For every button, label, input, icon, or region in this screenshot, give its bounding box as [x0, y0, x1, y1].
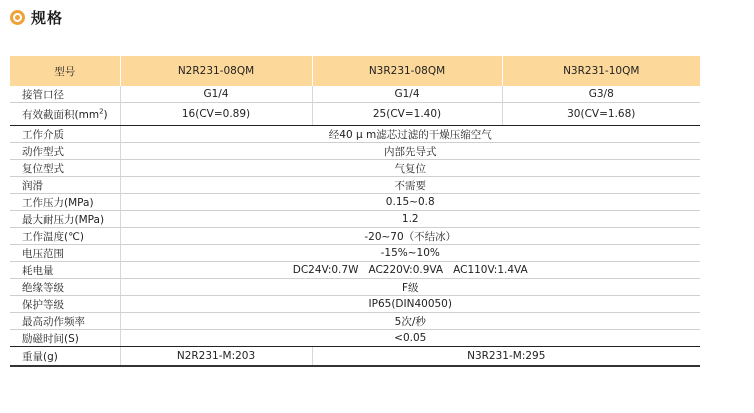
circle-bullet-icon	[10, 10, 25, 25]
cell-value: G1/4	[312, 86, 502, 103]
cell-value: G1/4	[120, 86, 312, 103]
cell-value: N3R231-M:295	[312, 347, 700, 367]
cell-value: <0.05	[120, 330, 700, 347]
section-header	[10, 4, 63, 30]
cell-value: F级	[120, 279, 700, 296]
table-row	[10, 126, 700, 143]
row-label: 有效截面积$(mm^2)$	[10, 103, 120, 126]
table-row	[10, 160, 700, 177]
cell-value: -15%~10%	[120, 245, 700, 262]
row-label: 动作型式	[10, 143, 120, 160]
row-label: 工作温度(℃)	[10, 228, 120, 245]
header-model-label: 型号	[10, 56, 120, 86]
row-label: 绝缘等级	[10, 279, 120, 296]
row-label: 最高动作频率	[10, 313, 120, 330]
cell-value: 16(CV=0.89)	[120, 103, 312, 126]
spec-table	[10, 56, 700, 367]
header-model-n3r231-10qm: N3R231-10QM	[502, 56, 700, 86]
row-label: 保护等级	[10, 296, 120, 313]
cell-value: 不需要	[120, 177, 700, 194]
header-model-n2r231-08qm: N2R231-08QM	[120, 56, 312, 86]
row-label: 复位型式	[10, 160, 120, 177]
table-row	[10, 279, 700, 296]
table-header-row	[10, 56, 700, 86]
row-label: 接管口径	[10, 86, 120, 103]
row-label: 最大耐压力(MPa)	[10, 211, 120, 228]
table-row	[10, 211, 700, 228]
row-label: 励磁时间(S)	[10, 330, 120, 347]
table-row-weight	[10, 347, 700, 367]
section-title: 规格	[31, 8, 64, 27]
row-label: 润滑	[10, 177, 120, 194]
table-row	[10, 143, 700, 160]
table-row	[10, 262, 700, 279]
header-model-n3r231-08qm: N3R231-08QM	[312, 56, 502, 86]
cell-value: IP65(DIN40050)	[120, 296, 700, 313]
cell-value: 5次/秒	[120, 313, 700, 330]
cell-value: 30(CV=1.68)	[502, 103, 700, 126]
cell-value: N2R231-M:203	[120, 347, 312, 367]
table-row-effective-area	[10, 103, 700, 126]
table-row	[10, 228, 700, 245]
table-row	[10, 177, 700, 194]
row-label: 重量(g)	[10, 347, 120, 367]
table-row	[10, 313, 700, 330]
row-label: 耗电量	[10, 262, 120, 279]
table-row-port-size	[10, 86, 700, 103]
row-label: 电压范围	[10, 245, 120, 262]
cell-value: 内部先导式	[120, 143, 700, 160]
cell-value: 经40 μ m滤芯过滤的干燥压缩空气	[120, 126, 700, 143]
cell-value: -20~70（不结冰）	[120, 228, 700, 245]
cell-value: 气复位	[120, 160, 700, 177]
row-label: 工作压力(MPa)	[10, 194, 120, 211]
table-row	[10, 296, 700, 313]
row-label: 工作介质	[10, 126, 120, 143]
table-row	[10, 330, 700, 347]
cell-value: 1.2	[120, 211, 700, 228]
cell-value: 0.15~0.8	[120, 194, 700, 211]
cell-value: DC24V:0.7W AC220V:0.9VA AC110V:1.4VA	[120, 262, 700, 279]
table-row	[10, 194, 700, 211]
table-row	[10, 245, 700, 262]
cell-value: G3/8	[502, 86, 700, 103]
cell-value: 25(CV=1.40)	[312, 103, 502, 126]
